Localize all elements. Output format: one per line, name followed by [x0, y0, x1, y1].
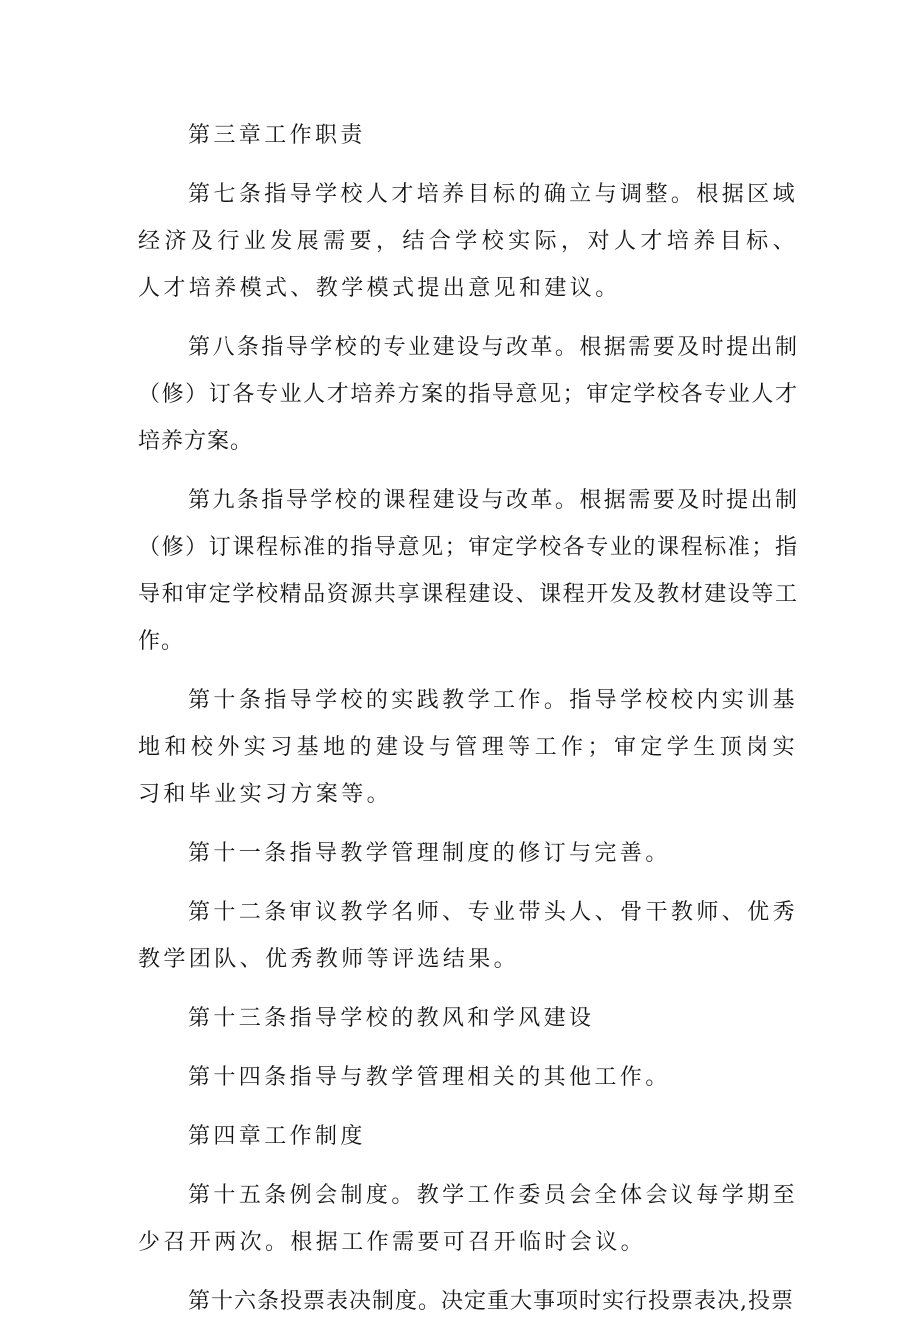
article-7: 第七条指导学校人才培养目标的确立与调整。根据区域经济及行业发展需要，结合学校实际，对人才培养目标、人才培养模式、教学模式提出意见和建议。: [138, 182, 798, 301]
article-12: 第十二条审议教学名师、专业带头人、骨干教师、优秀教学团队、优秀教师等评选结果。: [138, 900, 798, 972]
article-14: 第十四条指导与教学管理相关的其他工作。: [188, 1065, 671, 1090]
article-16: 第十六条投票表决制度。决定重大事项时实行投票表决,投票: [188, 1289, 794, 1314]
article-9: 第九条指导学校的课程建设与改革。根据需要及时提出制（修）订课程标准的指导意见；审定学校各专业的课程标准；指导和审定学校精品资源共享课程建设、课程开发及教材建设等工作。: [138, 488, 798, 654]
chapter-heading-3: 第三章工作职责: [188, 123, 366, 148]
article-11: 第十一条指导教学管理制度的修订与完善。: [188, 841, 671, 866]
article-8: 第八条指导学校的专业建设与改革。根据需要及时提出制（修）订各专业人才培养方案的指导意见；审定学校各专业人才培养方案。: [138, 335, 798, 454]
article-13: 第十三条指导学校的教风和学风建设: [188, 1006, 595, 1031]
chapter-heading-4: 第四章工作制度: [188, 1124, 366, 1149]
article-15: 第十五条例会制度。教学工作委员会全体会议每学期至少召开两次。根据工作需要可召开临时会议。: [138, 1183, 798, 1255]
document-body: [138, 112, 798, 1337]
article-10: 第十条指导学校的实践教学工作。指导学校校内实训基地和校外实习基地的建设与管理等工作；审定学生顶岗实习和毕业实习方案等。: [138, 688, 798, 807]
